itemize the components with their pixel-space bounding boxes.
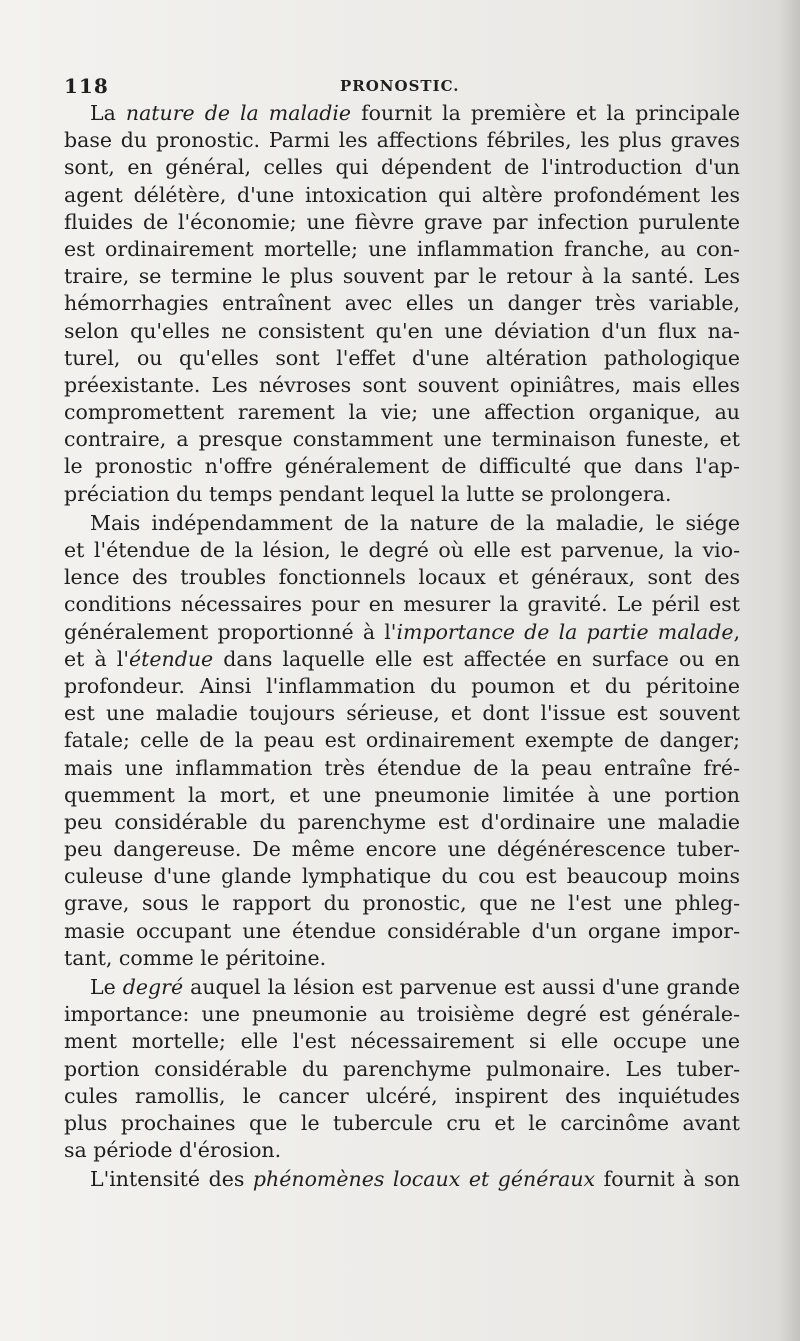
text-segment: contraire, a presque constamment une terminaison funeste, et (64, 427, 740, 452)
text-segment: culeuse d'une glande lymphatique du cou est beaucoup moins (64, 864, 740, 889)
text-line (64, 890, 740, 917)
paragraph (64, 510, 740, 972)
text-line (64, 646, 740, 673)
italic-phrase: étendue (129, 646, 214, 671)
text-segment: mais une inflammation très étendue de la peau entraîne fré- (64, 755, 740, 780)
text-line (64, 619, 740, 646)
text-segment: cules ramollis, le cancer ulcéré, inspirent des inquiétudes (64, 1083, 740, 1108)
text-segment: fatale; celle de la peau est ordinairement exempte de danger; (64, 728, 740, 753)
text-segment: est une maladie toujours sérieuse, et dont l'issue est souvent (64, 701, 740, 726)
text-line (64, 1056, 740, 1083)
text-line (64, 209, 740, 236)
text-line (64, 318, 740, 345)
text-segment: turel, ou qu'elles sont l'effet d'une altération pathologique (64, 345, 740, 370)
text-line (64, 1083, 740, 1110)
text-segment: préexistante. Les névroses sont souvent opiniâtres, mais elles (64, 372, 740, 397)
text-segment: tant, comme le péritoine. (64, 945, 327, 970)
text-line (64, 154, 740, 181)
italic-phrase: importance de la partie malade (396, 619, 734, 644)
text-segment: base du pronostic. Parmi les affections fébriles, les plus graves (64, 128, 740, 153)
text-segment: peu considérable du parenchyme est d'ordinaire une maladie (64, 809, 740, 834)
text-segment: Mais indépendamment de la nature de la maladie, le siége (90, 510, 740, 535)
text-segment: profondeur. Ainsi l'inflammation du poumon et du péritoine (64, 673, 740, 698)
text-segment: et à l' (64, 646, 129, 671)
text-segment: généralement proportionné à l' (64, 619, 397, 644)
text-line (64, 399, 740, 426)
text-line (64, 1028, 740, 1055)
text-segment: masie occupant une étendue considérable d'un organe impor- (64, 918, 740, 943)
text-line (64, 537, 740, 564)
text-line (64, 263, 740, 290)
text-segment: auquel la lésion est parvenue est aussi d'une grande (183, 975, 740, 999)
text-segment: lence des troubles fonctionnels locaux et généraux, sont des (64, 565, 740, 590)
paragraph (64, 1166, 740, 1193)
text-line (64, 182, 740, 209)
text-line (64, 1001, 740, 1028)
text-segment: fournit la première et la principale (351, 101, 740, 125)
text-segment: conditions nécessaires pour en mesurer la gravité. Le péril est (64, 592, 740, 617)
text-segment: L'intensité des (90, 1167, 253, 1192)
text-line (64, 945, 740, 972)
running-head: PRONOSTIC. (340, 77, 460, 95)
text-line (64, 100, 740, 127)
text-segment: préciation du temps pendant lequel la lutte se prolongera. (64, 481, 672, 506)
text-segment: selon qu'elles ne consistent qu'en une déviation d'un flux na- (64, 318, 740, 343)
text-segment: grave, sous le rapport du pronostic, que ne l'est une phleg- (64, 891, 740, 916)
text-line (64, 1110, 740, 1137)
text-segment: et l'étendue de la lésion, le degré où elle est parvenue, la vio- (64, 538, 740, 562)
text-segment: La (90, 101, 126, 125)
text-line (64, 372, 740, 399)
text-line (64, 918, 740, 945)
text-segment: fournit à son (595, 1167, 741, 1192)
text-line (64, 974, 740, 1001)
text-segment: hémorrhagies entraînent avec elles un danger très variable, (64, 291, 740, 316)
text-segment: , (733, 619, 740, 644)
italic-phrase: degré (122, 975, 184, 999)
text-segment: Le (90, 975, 123, 999)
text-line (64, 345, 740, 372)
book-page (64, 66, 740, 1194)
page-edge-shadow (778, 0, 800, 1341)
paragraph (64, 100, 740, 508)
text-line (64, 591, 740, 618)
text-segment: le pronostic n'offre généralement de difficulté que dans l'ap- (64, 454, 740, 479)
text-line (64, 836, 740, 863)
text-line (64, 510, 740, 537)
text-line (64, 127, 740, 154)
text-line (64, 782, 740, 809)
text-line (64, 1137, 740, 1164)
text-line (64, 1166, 740, 1193)
text-line (64, 863, 740, 890)
paragraph (64, 974, 740, 1164)
italic-phrase: phénomènes locaux et généraux (252, 1167, 596, 1192)
text-segment: est ordinairement mortelle; une inflammation franche, au con- (64, 236, 740, 261)
text-segment: traire, se termine le plus souvent par le retour à la santé. Les (64, 264, 740, 289)
text-segment: importance: une pneumonie au troisième degré est générale- (64, 1002, 740, 1027)
text-line (64, 564, 740, 591)
text-segment: quemment la mort, et une pneumonie limitée à une portion (64, 782, 740, 807)
text-line (64, 426, 740, 453)
text-line (64, 755, 740, 782)
italic-phrase: nature de la maladie (125, 101, 352, 125)
body-text (64, 100, 740, 1194)
text-segment: peu dangereuse. De même encore une dégénérescence tuber- (64, 837, 740, 862)
text-segment: portion considérable du parenchyme pulmonaire. Les tuber- (64, 1056, 740, 1081)
text-line (64, 700, 740, 727)
text-line (64, 809, 740, 836)
text-segment: sa période d'érosion. (64, 1138, 282, 1163)
text-line (64, 453, 740, 480)
text-segment: fluides de l'économie; une fièvre grave par infection purulente (64, 209, 740, 234)
text-segment: sont, en général, celles qui dépendent de l'introduction d'un (64, 155, 740, 180)
text-line (64, 290, 740, 317)
text-segment: compromettent rarement la vie; une affection organique, au (64, 400, 740, 425)
text-segment: agent délétère, d'une intoxication qui altère profondément les (64, 182, 740, 207)
text-line (64, 236, 740, 263)
text-line (64, 673, 740, 700)
text-segment: dans laquelle elle est affectée en surface ou en (213, 646, 740, 671)
text-segment: ment mortelle; elle l'est nécessairement si elle occupe une (64, 1029, 740, 1054)
text-line (64, 727, 740, 754)
text-segment: plus prochaines que le tubercule cru et le carcinôme avant (64, 1110, 740, 1135)
page-number: 118 (64, 74, 109, 98)
page-header (64, 66, 740, 100)
text-line (64, 481, 740, 508)
